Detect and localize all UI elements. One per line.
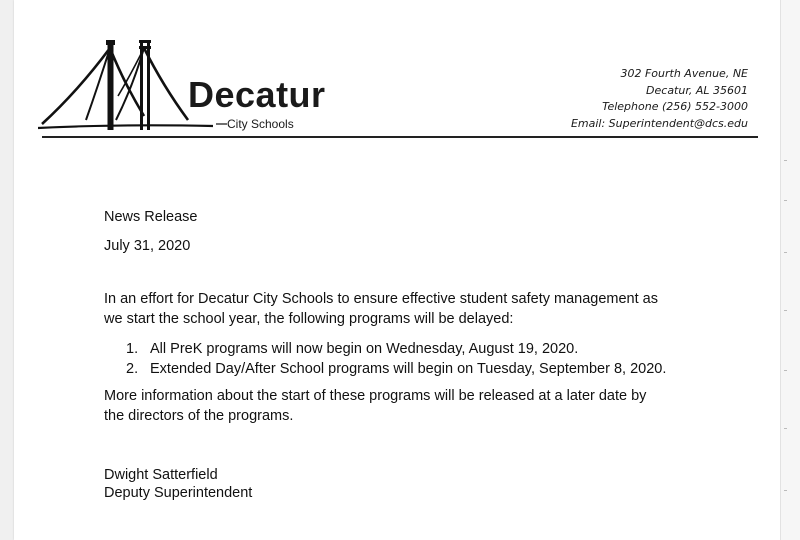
release-label: News Release xyxy=(104,209,198,225)
program-list xyxy=(126,339,746,379)
address-line: 302 Fourth Avenue, NE xyxy=(620,67,748,80)
signature-name: Dwight Satterfield xyxy=(104,467,218,483)
letterhead-divider xyxy=(42,136,758,138)
signature-title: Deputy Superintendent xyxy=(104,485,253,501)
list-item xyxy=(126,359,746,379)
address-line: Telephone (256) 552-3000 xyxy=(602,100,748,113)
list-number: 2. xyxy=(126,361,139,377)
list-item xyxy=(126,339,746,359)
list-text: All PreK programs will now begin on Wednesday, August 19, 2020. xyxy=(150,341,579,357)
more-info-paragraph xyxy=(104,386,704,426)
address-line: Decatur, AL 35601 xyxy=(646,83,748,97)
address-line: Email: Superintendent@dcs.edu xyxy=(570,116,748,130)
more-info-line: the directors of the programs. xyxy=(104,408,294,424)
list-text: Extended Day/After School programs will begin on Tuesday, September 8, 2020. xyxy=(150,361,667,377)
address-block xyxy=(571,66,748,132)
intro-line: we start the school year, the following programs will be delayed: xyxy=(104,311,514,327)
brand-subtitle: City Schools xyxy=(227,117,294,131)
brand-name: Decatur xyxy=(188,74,326,115)
scan-marks xyxy=(784,160,792,520)
more-info-line: More information about the start of these programs will be released at a later date by xyxy=(104,388,647,404)
intro-line: In an effort for Decatur City Schools to ensure effective student safety management as xyxy=(104,291,658,307)
intro-paragraph xyxy=(104,289,724,329)
list-number: 1. xyxy=(126,341,139,357)
release-date: July 31, 2020 xyxy=(104,238,191,254)
